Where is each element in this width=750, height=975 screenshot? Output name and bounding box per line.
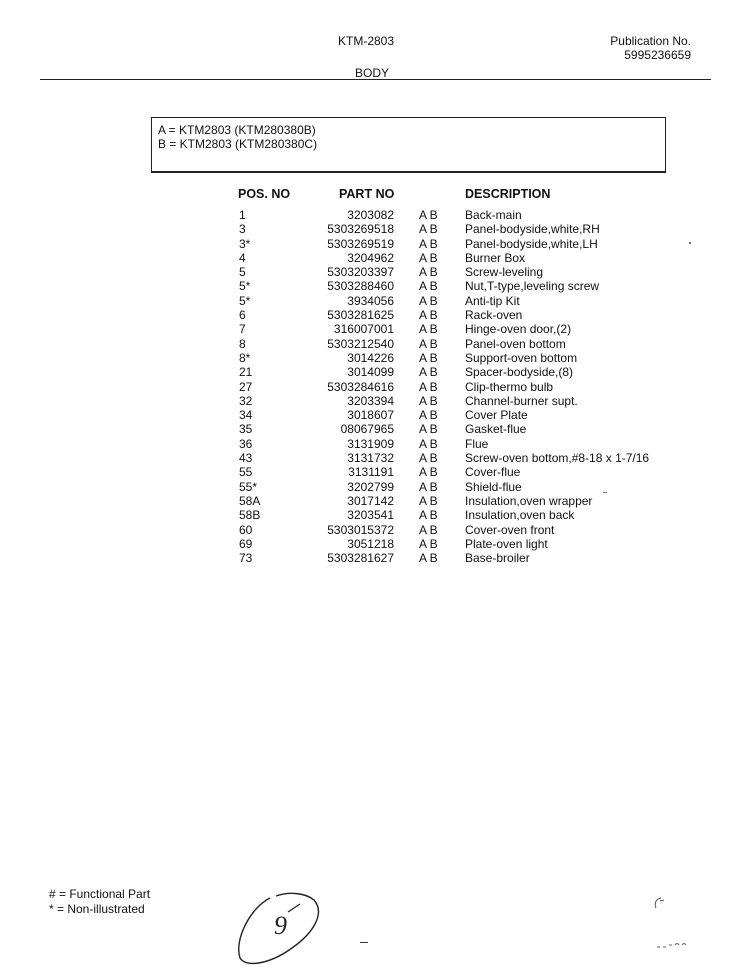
row-pos: 3* <box>239 236 251 251</box>
row-variants: A B <box>419 236 438 251</box>
row-variants: A B <box>419 308 438 323</box>
row-part-number: 5303015372 <box>327 522 394 537</box>
table-row <box>0 365 750 379</box>
table-row <box>0 222 750 236</box>
model-number: KTM-2803 <box>338 34 395 48</box>
row-pos: 55* <box>239 479 258 494</box>
row-pos: 69 <box>239 536 253 551</box>
row-description: Insulation,oven back <box>465 508 575 523</box>
legend-functional: # = Functional Part <box>49 887 151 901</box>
scan-speck <box>689 242 691 244</box>
row-part-number: 5303212540 <box>327 336 394 351</box>
row-part-number: 08067965 <box>340 422 394 437</box>
table-row <box>0 237 750 251</box>
row-pos: 3 <box>239 222 246 237</box>
row-description: Screw-oven bottom,#8-18 x 1-7/16 <box>465 451 650 466</box>
table-row <box>0 480 750 494</box>
table-row <box>0 294 750 308</box>
row-description: Nut,T-type,leveling screw <box>465 279 600 294</box>
row-description: Back-main <box>465 208 522 222</box>
row-pos: 6 <box>239 308 246 323</box>
handwritten-circle-icon <box>230 890 330 970</box>
row-variants: A B <box>419 536 438 551</box>
row-description: Burner Box <box>465 250 526 265</box>
row-description: Clip-thermo bulb <box>465 379 554 394</box>
table-row <box>0 437 750 451</box>
row-variants: A B <box>419 250 438 265</box>
row-variants: A B <box>419 365 438 380</box>
scan-artifact-icon <box>652 896 666 910</box>
table-row <box>0 408 750 422</box>
publication-label: Publication No. <box>610 34 691 48</box>
row-description: Rack-oven <box>465 308 523 323</box>
row-pos: 32 <box>239 393 253 408</box>
table-row <box>0 523 750 537</box>
handwritten-page-mark <box>230 890 330 975</box>
table-row <box>0 394 750 408</box>
table-row <box>0 465 750 479</box>
table-row <box>0 380 750 394</box>
row-description: Insulation,oven wrapper <box>465 493 593 508</box>
row-part-number: 3203394 <box>347 393 394 408</box>
row-variants: A B <box>419 393 438 408</box>
table-row <box>0 508 750 522</box>
row-variants: A B <box>419 222 438 237</box>
table-row <box>0 537 750 551</box>
row-part-number: 3203082 <box>347 208 394 222</box>
table-row <box>0 451 750 465</box>
row-variants: A B <box>419 265 438 280</box>
row-pos: 43 <box>239 451 253 466</box>
header-divider <box>40 79 711 80</box>
column-header-description: DESCRIPTION <box>465 187 551 201</box>
row-pos: 58B <box>239 508 261 523</box>
row-pos: 55 <box>239 465 253 480</box>
parts-table-body <box>0 208 750 565</box>
table-row <box>0 308 750 322</box>
section-title: BODY <box>355 66 390 80</box>
row-description: Plate-oven light <box>465 536 548 551</box>
table-row <box>0 337 750 351</box>
row-pos: 1 <box>239 208 246 222</box>
row-part-number: 3203541 <box>347 508 394 523</box>
scan-speck <box>603 492 607 493</box>
publication-number: 5995236659 <box>624 48 691 62</box>
row-part-number: 3202799 <box>347 479 394 494</box>
row-pos: 27 <box>239 379 253 394</box>
row-variants: A B <box>419 508 438 523</box>
row-part-number: 3934056 <box>347 293 394 308</box>
row-description: Panel-bodyside,white,RH <box>465 222 600 237</box>
row-part-number: 3131191 <box>348 465 394 480</box>
row-description: Cover-oven front <box>465 522 555 537</box>
row-variants: A B <box>419 336 438 351</box>
cropped-footer-icon <box>655 940 695 948</box>
handwritten-number: 9 <box>274 911 287 940</box>
row-description: Panel-oven bottom <box>465 336 566 351</box>
row-part-number: 316007001 <box>333 322 394 337</box>
row-description: Channel-burner supt. <box>465 393 578 408</box>
row-description: Spacer-bodyside,(8) <box>465 365 574 380</box>
row-variants: A B <box>419 436 438 451</box>
publication-block <box>560 34 691 62</box>
row-part-number: 5303281627 <box>327 551 394 566</box>
row-variants: A B <box>419 551 438 566</box>
page-footer-mark <box>655 940 695 950</box>
row-pos: 4 <box>239 250 246 265</box>
row-variants: A B <box>419 379 438 394</box>
row-pos: 58A <box>239 493 261 508</box>
table-row <box>0 351 750 365</box>
row-part-number: 3014099 <box>347 365 394 380</box>
row-pos: 60 <box>239 522 253 537</box>
row-description: Screw-leveling <box>465 265 544 280</box>
row-part-number: 5303288460 <box>327 279 394 294</box>
row-description: Support-oven bottom <box>465 350 578 365</box>
table-row <box>0 251 750 265</box>
column-header-part: PART NO <box>339 187 395 201</box>
row-variants: A B <box>419 208 438 222</box>
row-description: Gasket-flue <box>465 422 527 437</box>
variant-legend-box <box>151 117 666 173</box>
table-row <box>0 208 750 222</box>
row-part-number: 3131732 <box>347 451 394 466</box>
table-row <box>0 551 750 565</box>
scan-mark <box>360 942 368 943</box>
row-pos: 35 <box>239 422 253 437</box>
row-variants: A B <box>419 451 438 466</box>
variant-b: B = KTM2803 (KTM280380C) <box>158 137 318 151</box>
row-pos: 8 <box>239 336 246 351</box>
row-pos: 36 <box>239 436 253 451</box>
row-part-number: 3018607 <box>347 408 394 423</box>
row-description: Cover-flue <box>465 465 521 480</box>
row-pos: 73 <box>239 551 253 566</box>
row-pos: 5* <box>239 293 251 308</box>
row-part-number: 3204962 <box>347 250 394 265</box>
table-row <box>0 322 750 336</box>
table-row <box>0 265 750 279</box>
table-row <box>0 422 750 436</box>
row-description: Shield-flue <box>465 479 522 494</box>
legend-non-illustrated: * = Non-illustrated <box>49 902 145 916</box>
row-part-number: 5303269518 <box>327 222 394 237</box>
row-variants: A B <box>419 465 438 480</box>
row-pos: 8* <box>239 350 251 365</box>
row-part-number: 5303203397 <box>327 265 394 280</box>
variant-a: A = KTM2803 (KTM280380B) <box>158 123 316 137</box>
table-row <box>0 279 750 293</box>
row-variants: A B <box>419 479 438 494</box>
row-description: Anti-tip Kit <box>465 293 520 308</box>
row-variants: A B <box>419 350 438 365</box>
row-part-number: 5303269519 <box>327 236 394 251</box>
row-variants: A B <box>419 493 438 508</box>
row-variants: A B <box>419 422 438 437</box>
row-variants: A B <box>419 408 438 423</box>
row-variants: A B <box>419 279 438 294</box>
row-pos: 5* <box>239 279 251 294</box>
row-variants: A B <box>419 522 438 537</box>
table-row <box>0 494 750 508</box>
row-part-number: 3051218 <box>347 536 394 551</box>
row-pos: 7 <box>239 322 246 337</box>
row-description: Panel-bodyside,white,LH <box>465 236 598 251</box>
row-part-number: 3017142 <box>347 493 394 508</box>
row-description: Hinge-oven door,(2) <box>465 322 572 337</box>
row-pos: 21 <box>239 365 253 380</box>
row-variants: A B <box>419 322 438 337</box>
row-pos: 5 <box>239 265 246 280</box>
row-part-number: 5303284616 <box>327 379 394 394</box>
corner-scan-mark <box>652 896 666 913</box>
column-header-pos: POS. NO <box>238 187 291 201</box>
row-part-number: 3014226 <box>347 350 394 365</box>
row-description: Base-broiler <box>465 551 530 566</box>
row-variants: A B <box>419 293 438 308</box>
row-description: Cover Plate <box>465 408 528 423</box>
row-description: Flue <box>465 436 489 451</box>
row-part-number: 5303281625 <box>327 308 394 323</box>
row-pos: 34 <box>239 408 253 423</box>
row-part-number: 3131909 <box>347 436 394 451</box>
